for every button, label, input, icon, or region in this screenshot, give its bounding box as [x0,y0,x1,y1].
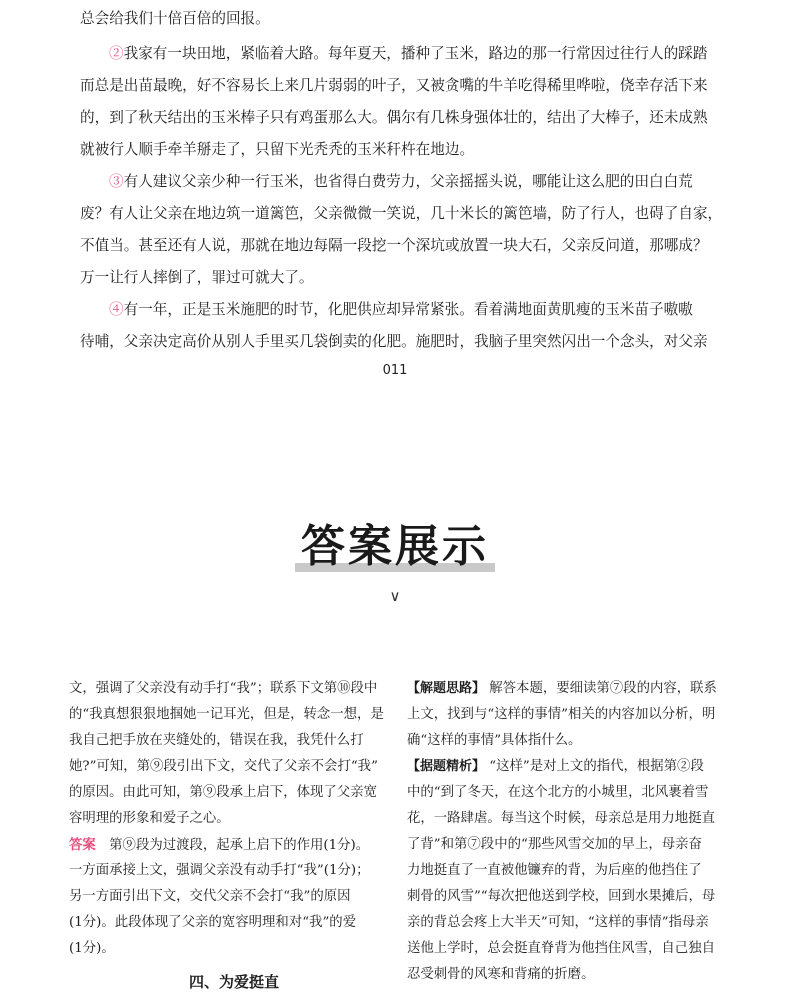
passage-line [80,38,726,70]
column-line: 的“我真想狠狠地掴她一记耳光，但是，转念一想，是 [69,707,384,722]
analysis-text: 解答本题，要细读第⑦段的内容，联系 [489,681,717,696]
paragraph-number: ④ [109,301,124,318]
section-title: 四、为爱挺直 [188,973,279,991]
answer-line [69,832,385,858]
column-line: 确“这样的事情”具体指什么。 [407,733,582,748]
column-line: 亲的背总会疼上大半天”可知，“这样的事情”指母亲 [407,915,709,930]
answer-label: 答案 [69,837,96,853]
passage-line: 废？有人让父亲在地边筑一道篱笆，父亲微微一笑说，几十米长的篱笆墙，防了行人，也碍了自家， [80,205,723,222]
column-line: 花，一路肆虐。每当这个时候，母亲总是用力地挺直 [407,811,715,826]
analysis-line [407,676,729,702]
paragraph-number: ② [109,45,124,62]
passage-text: 有人建议父亲少种一行玉米，也省得白费劳力，父亲摇摇头说，哪能让这么肥的田白白荒 [123,173,693,190]
column-line: 容明理的形象和爱子之心。 [69,811,230,826]
answer-heading-wrap [0,518,790,576]
passage-line: 而总是出苗最晚，好不容易长上来几片弱弱的叶子，又被贪嘴的牛羊吃得稀里哗啦，侥幸存活下来 [80,77,708,94]
column-line: 中的“到了冬天，在这个北方的小城里，北风裹着雪 [407,785,709,800]
column-line: 了背”和第⑦段中的“那些风雪交加的早上，母亲奋 [407,837,702,852]
column-line: 力地挺直了一直被他镰弃的背，为后座的他挡住了 [407,863,702,878]
column-line: 我自己把手放在夹缝处的，错误在我，我凭什么打 [69,733,364,748]
column-line: 送他上学时，总会挺直脊背为他挡住风雪，自己独自 [407,941,715,956]
chevron-down-icon[interactable]: ∨ [389,587,401,605]
right-column [407,676,729,988]
column-line: (1分)。 [69,941,115,956]
column-line: 她?”可知，第⑨段引出下文，交代了父亲不会打“我” [69,759,378,774]
analysis-line [407,754,729,780]
column-line: 刺骨的风雪”“每次把他送到学校，回到水果摊后，母 [407,889,716,904]
column-line: 一方面承接上文，强调父亲没有动手打“我”(1分)； [69,863,370,878]
passage-line: 万一让行人摔倒了，罪过可就大了。 [80,269,314,286]
analysis-tag: 【据题精析】 [407,759,486,774]
passage [80,0,726,358]
passage-line: 待哺，父亲决定高价从别人手里买几袋倒卖的化肥。施肥时，我脑子里突然闪出一个念头，对父亲 [80,333,708,350]
page-number: 011 [382,363,408,378]
passage-line: 总会给我们十倍百倍的回报。 [80,10,270,27]
answer-heading-text: 答案展示 [301,521,489,572]
answer-heading [297,518,493,576]
passage-line: 的，到了秋天结出的玉米棒子只有鸡蛋那么大。偶尔有几株身强体壮的，结出了大棒子，还未成熟 [80,109,708,126]
passage-text: 我家有一块田地，紧临着大路。每年夏天，播种了玉米，路边的那一行常因过往行人的踩踏 [123,45,708,62]
left-column [69,676,385,1002]
passage-line: 不值当。甚至还有人说，那就在地边每隔一段挖一个深坑或放置一块大石，父亲反问道，那哪成？ [80,237,708,254]
analysis-tag: 【解题思路】 [407,681,486,696]
answer-text: 第⑨段为过渡段，起承上启下的作用(1分)。 [109,838,370,853]
passage-line [80,294,726,326]
analysis-text: “这样”是对上文的指代，根据第②段 [489,759,704,774]
column-line: 上文，找到与“这样的事情”相关的内容加以分析，明 [407,707,716,722]
passage-text: 有一年，正是玉米施肥的时节，化肥供应却异常紧张。看着满地面黄肌瘦的玉米苗子嗷嗷 [123,301,693,318]
column-line: (1分)。此段体现了父亲的宽容明理和对“我”的爱 [69,915,357,930]
column-line: 另一方面引出下文，交代父亲不会打“我”的原因 [69,889,351,904]
paragraph-number: ③ [109,173,124,190]
passage-line [80,166,726,198]
passage-line: 就被行人顺手牵羊掰走了，只留下光秃秃的玉米秆杵在地边。 [80,141,475,158]
column-line: 文，强调了父亲没有动手打“我”；联系下文第⑩段中 [69,681,378,696]
column-line: 的原因。由此可知，第⑨段承上启下，体现了父亲宽 [69,785,377,800]
column-line: 忍受刺骨的风寒和背痛的折磨。 [407,967,595,982]
